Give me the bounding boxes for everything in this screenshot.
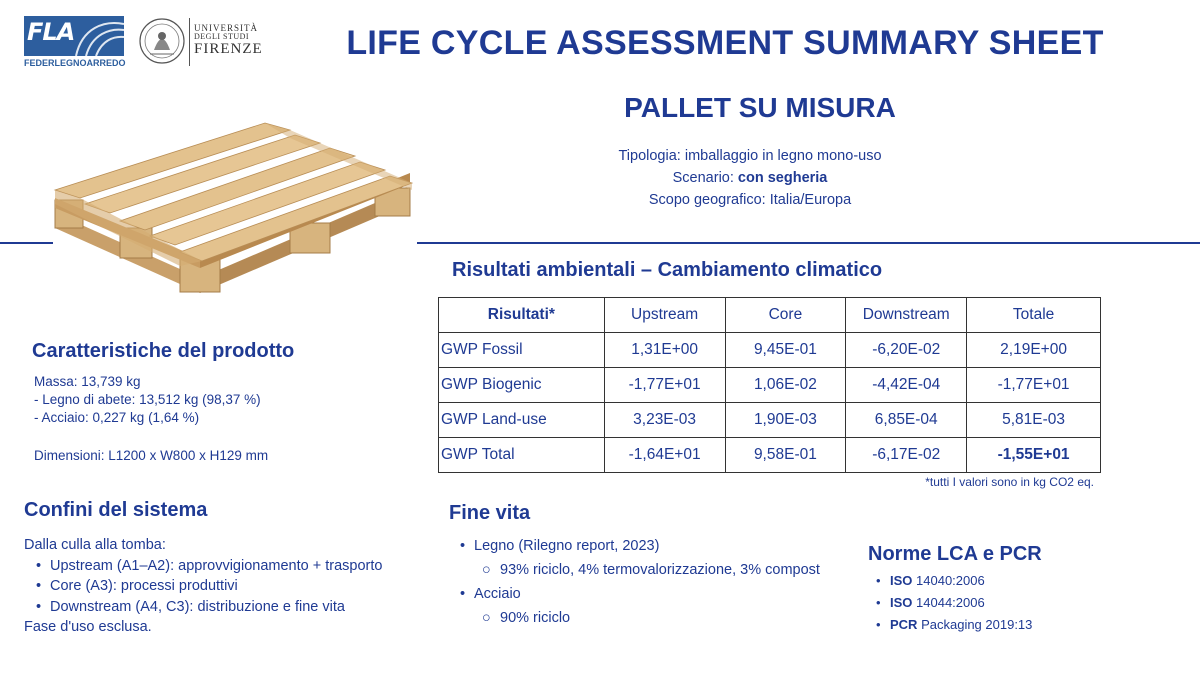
- scenario-label: Scenario:: [672, 170, 734, 186]
- header-upstream: Upstream: [604, 298, 725, 333]
- fla-logo-subtitle: FEDERLEGNOARREDO: [24, 58, 126, 68]
- scopo-value: Italia/Europa: [769, 192, 852, 208]
- norme-rest: Packaging 2019:13: [921, 617, 1033, 632]
- fine-vita-title: Fine vita: [449, 502, 531, 524]
- bullet-icon: •: [876, 573, 881, 588]
- bullet-icon: •: [460, 586, 466, 602]
- scenario-line: [560, 170, 940, 186]
- bullet-icon: •: [36, 598, 42, 615]
- table-header-row: [439, 298, 1101, 333]
- university-seal-icon: [138, 14, 186, 68]
- results-title: Risultati ambientali – Cambiamento climatico: [452, 259, 883, 281]
- scopo-line: [560, 192, 940, 208]
- unifi-line3: FIRENZE: [194, 40, 263, 57]
- unifi-logo: [138, 14, 263, 70]
- product-acciaio: - Acciaio: 0,227 kg (1,64 %): [34, 410, 200, 425]
- confini-title: Confini del sistema: [24, 499, 208, 521]
- header-downstream: Downstream: [846, 298, 967, 333]
- cell-downstream: 6,85E-04: [846, 403, 967, 438]
- confini-intro: Dalla culla alla tomba:: [24, 537, 166, 553]
- header-risultati: Risultati*: [439, 298, 605, 333]
- cell-totale: 5,81E-03: [967, 403, 1101, 438]
- norme-rest: 14044:2006: [916, 595, 985, 610]
- cell-totale: -1,77E+01: [967, 368, 1101, 403]
- unifi-line2: DEGLI STUDI: [194, 32, 250, 42]
- table-row: [439, 438, 1101, 473]
- fine-vita-acciaio-detail: 90% riciclo: [500, 610, 571, 626]
- bullet-icon: •: [460, 538, 466, 554]
- cell-totale-highlight: -1,55E+01: [967, 438, 1101, 473]
- cell-upstream: 1,31E+00: [604, 333, 725, 368]
- list-item: [460, 558, 820, 582]
- unifi-wordmark: [194, 24, 263, 58]
- list-item-text: Core (A3): processi produttivi: [50, 578, 238, 594]
- product-title: PALLET SU MISURA: [624, 92, 896, 123]
- cell-upstream: -1,64E+01: [604, 438, 725, 473]
- tipologia-line: [560, 148, 940, 164]
- table-row: [439, 333, 1101, 368]
- product-massa: Massa: 13,739 kg: [34, 374, 141, 389]
- table-row: [439, 403, 1101, 438]
- fine-vita-acciaio: Acciaio: [474, 586, 521, 602]
- fine-vita-legno: Legno (Rilegno report, 2023): [474, 538, 660, 554]
- fine-vita-legno-detail: 93% riciclo, 4% termovalorizzazione, 3% compost: [500, 562, 820, 578]
- list-item: [460, 534, 820, 558]
- list-item-text: Downstream (A4, C3): distribuzione e fine vita: [50, 598, 345, 615]
- cell-downstream: -6,17E-02: [846, 438, 967, 473]
- norme-bold: PCR: [890, 617, 918, 632]
- confini-list: [24, 535, 382, 638]
- cell-upstream: -1,77E+01: [604, 368, 725, 403]
- bullet-icon: •: [876, 617, 881, 632]
- bullet-icon: •: [876, 595, 881, 610]
- fine-vita-list: [460, 534, 820, 630]
- tipologia-label: Tipologia:: [618, 148, 681, 164]
- cell-core: 9,45E-01: [725, 333, 846, 368]
- row-label: GWP Total: [439, 438, 605, 473]
- scenario-value: con segheria: [737, 170, 828, 186]
- product-details: [34, 373, 268, 465]
- fla-logo-mark: [24, 16, 124, 56]
- results-table: [438, 297, 1101, 473]
- list-item: [460, 582, 820, 606]
- list-item-text: Upstream (A1–A2): approvvigionamento + trasporto: [50, 557, 383, 574]
- list-item: [876, 592, 1032, 614]
- unifi-line1: UNIVERSITÀ: [194, 23, 258, 33]
- list-item: [24, 576, 382, 597]
- product-section-title: Caratteristiche del prodotto: [32, 340, 295, 362]
- scopo-label: Scopo geografico:: [648, 192, 766, 208]
- bullet-icon: •: [36, 578, 42, 594]
- cell-totale: 2,19E+00: [967, 333, 1101, 368]
- divider-left: [0, 242, 53, 244]
- norme-list: [876, 570, 1032, 636]
- cell-downstream: -6,20E-02: [846, 333, 967, 368]
- confini-outro: Fase d'uso esclusa.: [24, 619, 152, 635]
- divider-right: [417, 242, 1200, 244]
- norme-bold: ISO: [890, 573, 913, 588]
- table-row: [439, 368, 1101, 403]
- tipologia-value: imballaggio in legno mono-uso: [684, 148, 882, 164]
- norme-bold: ISO: [890, 595, 913, 610]
- pallet-image: [50, 118, 415, 298]
- list-item: [24, 597, 382, 618]
- unifi-divider: [189, 18, 190, 66]
- list-item: [24, 556, 382, 577]
- list-item: [876, 614, 1032, 636]
- cell-core: 9,58E-01: [725, 438, 846, 473]
- list-item: [460, 606, 820, 630]
- page-title: LIFE CYCLE ASSESSMENT SUMMARY SHEET: [346, 24, 1104, 62]
- header-totale: Totale: [967, 298, 1101, 333]
- norme-title: Norme LCA e PCR: [868, 543, 1042, 565]
- norme-rest: 14040:2006: [916, 573, 985, 588]
- cell-upstream: 3,23E-03: [604, 403, 725, 438]
- list-item: [876, 570, 1032, 592]
- fla-logo: [24, 16, 124, 70]
- row-label: GWP Biogenic: [439, 368, 605, 403]
- row-label: GWP Fossil: [439, 333, 605, 368]
- cell-downstream: -4,42E-04: [846, 368, 967, 403]
- circle-bullet-icon: ○: [482, 610, 491, 626]
- product-dimensioni: Dimensioni: L1200 x W800 x H129 mm: [34, 448, 269, 463]
- row-label: GWP Land-use: [439, 403, 605, 438]
- circle-bullet-icon: ○: [482, 562, 491, 578]
- header-core: Core: [725, 298, 846, 333]
- product-legno: - Legno di abete: 13,512 kg (98,37 %): [34, 392, 261, 407]
- cell-core: 1,90E-03: [725, 403, 846, 438]
- cell-core: 1,06E-02: [725, 368, 846, 403]
- bullet-icon: •: [36, 557, 42, 574]
- fla-logo-text: FLA: [27, 18, 75, 46]
- fla-swoosh-icon: [24, 16, 124, 56]
- table-footnote: *tutti I valori sono in kg CO2 eq.: [925, 475, 1094, 489]
